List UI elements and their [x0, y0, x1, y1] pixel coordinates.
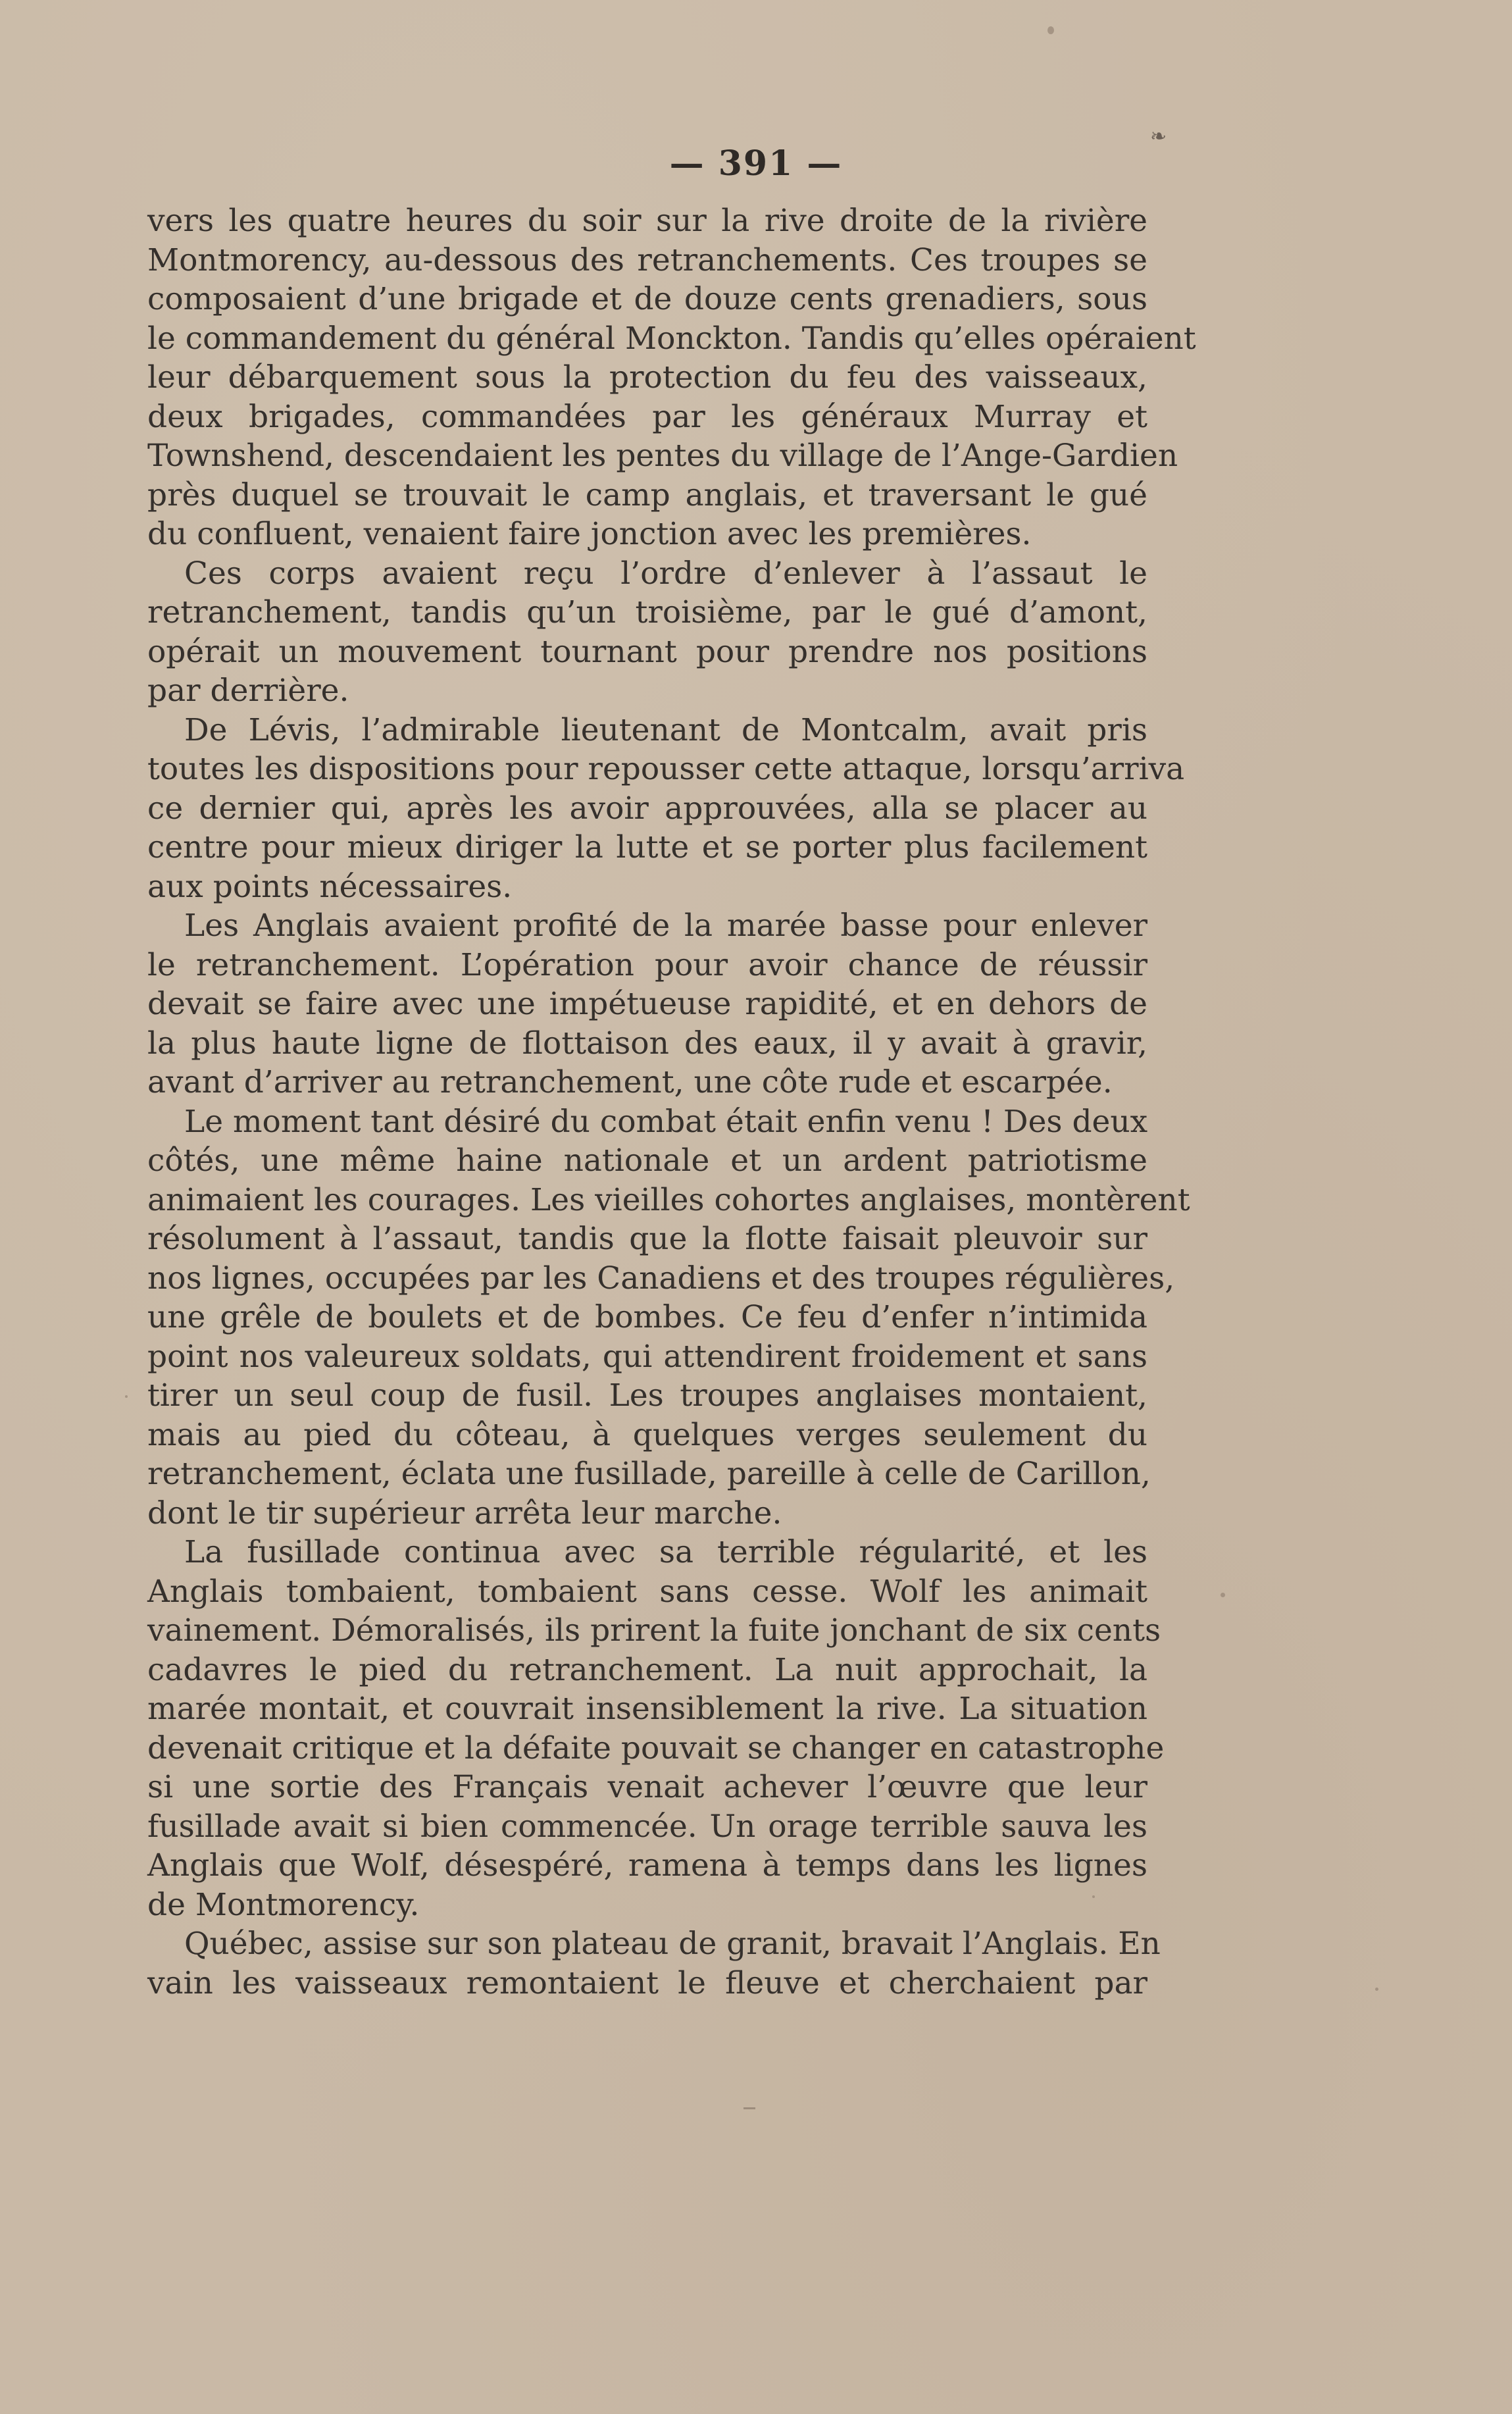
text-line: Montmorency, au-dessous des retranchements. Ces troupes se	[147, 242, 1147, 278]
text-line: mais au pied du côteau, à quelques verges seulement du	[147, 1416, 1147, 1453]
text-line: du confluent, venaient faire jonction avec les premières.	[147, 516, 1032, 552]
text-line: Townshend, descendaient les pentes du village de l’Ange-Gardien	[147, 438, 1178, 474]
text-line: leur débarquement sous la protection du feu des vaisseaux,	[147, 359, 1147, 396]
text-line: toutes les dispositions pour repousser cette attaque, lorsqu’arriva	[147, 751, 1185, 787]
text-line: De Lévis, l’admirable lieutenant de Montcalm, avait pris	[184, 711, 1147, 748]
text-line: près duquel se trouvait le camp anglais, et traversant le gué	[147, 476, 1147, 513]
text-line: aux points nécessaires.	[147, 868, 513, 905]
text-line: ce dernier qui, après les avoir approuvées, alla se placer au	[147, 790, 1147, 827]
text-line: animaient les courages. Les vieilles cohortes anglaises, montèrent	[147, 1181, 1190, 1218]
page-number-header: — 391 —	[669, 143, 843, 184]
text-line: Les Anglais avaient profité de la marée basse pour enlever	[184, 908, 1147, 944]
stray-mark	[743, 2107, 755, 2109]
text-line: vain les vaisseaux remontaient le fleuve et cherchaient par	[147, 1965, 1147, 2001]
text-line: de Montmorency.	[147, 1886, 420, 1923]
text-line: si une sortie des Français venait achever l’œuvre que leur	[147, 1769, 1147, 1805]
text-line: tirer un seul coup de fusil. Les troupes anglaises montaient,	[147, 1377, 1147, 1414]
text-line: fusillade avait si bien commencée. Un orage terrible sauva les	[147, 1808, 1147, 1845]
text-line: point nos valeureux soldats, qui attendirent froidement et sans	[147, 1338, 1147, 1375]
body-text	[147, 201, 1196, 2003]
text-line: Ces corps avaient reçu l’ordre d’enlever à l’assaut le	[184, 555, 1147, 592]
text-line: opérait un mouvement tournant pour prendre nos positions	[147, 633, 1147, 670]
text-line: retranchement, éclata une fusillade, pareille à celle de Carillon,	[147, 1456, 1151, 1492]
text-line: par derrière.	[147, 673, 349, 709]
text-line: vainement. Démoralisés, ils prirent la fuite jonchant de six cents	[147, 1612, 1161, 1649]
text-line: centre pour mieux diriger la lutte et se porter plus facilement	[147, 829, 1147, 865]
text-line: cadavres le pied du retranchement. La nuit approchait, la	[147, 1651, 1147, 1688]
text-line: le retranchement. L’opération pour avoir chance de réussir	[147, 946, 1147, 983]
text-line: Le moment tant désiré du combat était enfin venu ! Des deux	[184, 1103, 1148, 1140]
text-line: côtés, une même haine nationale et un ardent patriotisme	[147, 1143, 1147, 1179]
corner-ink-mark: ❧	[1150, 125, 1167, 148]
text-line: une grêle de boulets et de bombes. Ce feu d’enfer n’intimida	[147, 1299, 1147, 1335]
text-line: vers les quatre heures du soir sur la rive droite de la rivière	[147, 203, 1147, 239]
text-line: composaient d’une brigade et de douze cents grenadiers, sous	[147, 281, 1147, 317]
text-line: devait se faire avec une impétueuse rapidité, et en dehors de	[147, 986, 1147, 1022]
text-line: Québec, assise sur son plateau de granit, bravait l’Anglais. En	[184, 1926, 1161, 1962]
text-line: le commandement du général Monckton. Tandis qu’elles opéraient	[147, 320, 1196, 357]
text-line: devenait critique et la défaite pouvait se changer en catastrophe	[147, 1730, 1165, 1766]
text-line: résolument à l’assaut, tandis que la flotte faisait pleuvoir sur	[147, 1221, 1147, 1257]
text-line: nos lignes, occupées par les Canadiens et des troupes régulières,	[147, 1260, 1175, 1297]
text-line: dont le tir supérieur arrêta leur marche.	[147, 1495, 782, 1531]
text-line: Anglais que Wolf, désespéré, ramena à temps dans les lignes	[147, 1847, 1147, 1884]
text-line: La fusillade continua avec sa terrible régularité, et les	[184, 1534, 1147, 1570]
text-line: la plus haute ligne de flottaison des eaux, il y avait à gravir,	[147, 1025, 1147, 1062]
text-line: marée montait, et couvrait insensiblement la rive. La situation	[147, 1691, 1147, 1727]
text-line: retranchement, tandis qu’un troisième, par le gué d’amont,	[147, 594, 1147, 630]
text-line: Anglais tombaient, tombaient sans cesse. Wolf les animait	[147, 1573, 1147, 1610]
text-line: avant d’arriver au retranchement, une côte rude et escarpée.	[147, 1064, 1113, 1100]
text-line: deux brigades, commandées par les généraux Murray et	[147, 398, 1147, 435]
